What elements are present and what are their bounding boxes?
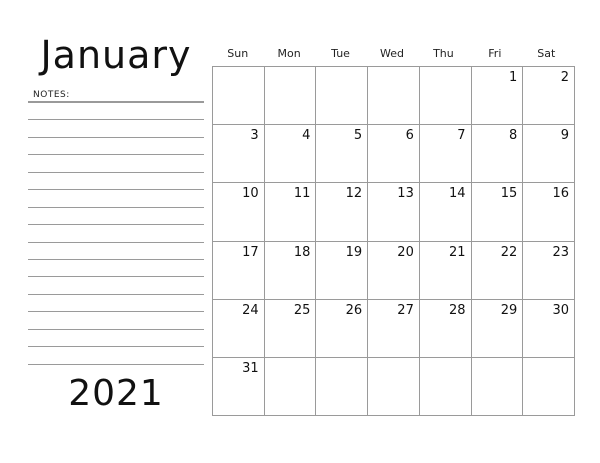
day-cell[interactable] [368,125,420,183]
day-cell[interactable] [523,300,575,358]
day-number: 27 [397,302,414,318]
day-cell[interactable] [472,125,524,183]
day-cell[interactable] [265,242,317,300]
day-cell[interactable] [368,67,420,125]
day-number: 6 [405,128,414,144]
day-cell[interactable] [265,125,317,183]
note-line[interactable] [28,295,204,312]
note-line[interactable] [28,277,204,294]
day-number: 29 [500,302,518,318]
day-cell[interactable] [523,67,575,125]
day-cell[interactable] [316,242,368,300]
day-number: 30 [552,302,569,318]
note-line[interactable] [28,120,204,137]
day-cell[interactable] [420,300,472,358]
note-line[interactable] [28,208,204,225]
day-cell[interactable] [420,67,472,125]
weekday-header [212,44,587,64]
calendar-grid [212,66,575,416]
notes-label: NOTES: [33,90,70,100]
day-number: 22 [500,244,518,260]
day-number: 1 [509,70,518,85]
day-number: 21 [449,244,466,260]
day-cell[interactable] [368,300,420,358]
day-cell[interactable] [265,358,317,416]
note-line[interactable] [28,243,204,260]
note-line[interactable] [28,225,204,242]
weekday-fri: Fri [488,47,502,60]
day-number: 24 [242,302,259,318]
day-number: 8 [509,128,518,144]
weekday-tue: Tue [331,47,350,60]
note-line[interactable] [28,103,204,120]
day-number: 12 [345,186,363,202]
note-line[interactable] [28,312,204,329]
day-number: 7 [457,128,466,144]
day-cell[interactable] [213,67,265,125]
day-number: 28 [449,302,466,318]
day-cell[interactable] [523,242,575,300]
weekday-sat: Sat [537,47,556,60]
day-number: 23 [552,244,569,260]
note-line[interactable] [28,330,204,347]
weekday-mon: Mon [277,47,301,60]
day-number: 5 [353,128,363,144]
day-cell[interactable] [368,358,420,416]
day-cell[interactable] [472,242,524,300]
day-cell[interactable] [265,183,317,241]
note-line[interactable] [28,347,204,364]
day-number: 3 [250,128,259,144]
day-cell[interactable] [420,183,472,241]
day-cell[interactable] [368,242,420,300]
weekday-sun: Sun [227,47,249,60]
day-number: 20 [397,244,414,260]
day-cell[interactable] [316,183,368,241]
notes-area [28,101,204,365]
day-cell[interactable] [523,358,575,416]
day-cell[interactable] [316,358,368,416]
weekday-wed: Wed [379,47,404,60]
day-number: 10 [242,186,259,202]
day-cell[interactable] [316,125,368,183]
day-number: 18 [293,244,311,260]
day-number: 26 [345,302,363,318]
note-line[interactable] [28,190,204,207]
day-number: 4 [302,128,311,144]
day-cell[interactable] [213,242,265,300]
day-number: 17 [242,244,259,260]
day-cell[interactable] [472,300,524,358]
day-number: 11 [293,186,311,202]
day-number: 2 [560,70,569,85]
weekday-thu: Thu [433,47,454,60]
day-number: 14 [449,186,466,202]
day-cell[interactable] [523,183,575,241]
note-line[interactable] [28,138,204,155]
day-cell[interactable] [265,300,317,358]
day-number: 25 [293,302,311,318]
day-cell[interactable] [420,125,472,183]
day-cell[interactable] [472,183,524,241]
month-title: January [40,33,192,77]
day-cell[interactable] [213,300,265,358]
day-number: 9 [560,128,569,144]
day-number: 16 [552,186,569,202]
day-cell[interactable] [316,300,368,358]
day-number: 13 [397,186,414,202]
day-cell[interactable] [265,67,317,125]
day-cell[interactable] [368,183,420,241]
day-cell[interactable] [472,67,524,125]
day-cell[interactable] [472,358,524,416]
note-line[interactable] [28,173,204,190]
year-label: 2021 [68,373,164,414]
note-line[interactable] [28,155,204,172]
day-cell[interactable] [420,242,472,300]
day-cell[interactable] [523,125,575,183]
day-number: 15 [500,186,518,202]
day-cell[interactable] [213,183,265,241]
day-number: 19 [345,244,363,260]
day-cell[interactable] [420,358,472,416]
day-cell[interactable] [213,358,265,416]
day-number: 31 [242,360,259,376]
day-cell[interactable] [213,125,265,183]
note-line[interactable] [28,260,204,277]
day-cell[interactable] [316,67,368,125]
